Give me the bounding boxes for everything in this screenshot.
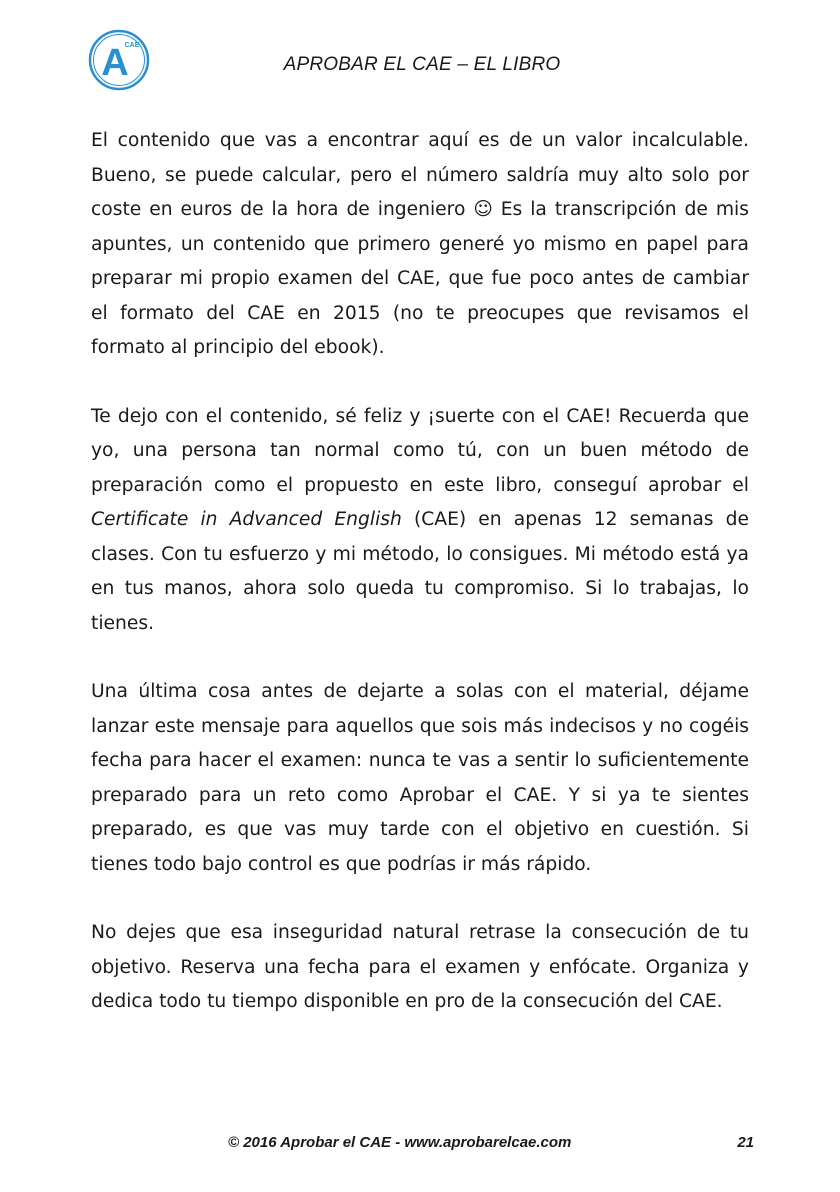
footer-copyright: © 2016 Aprobar el CAE - www.aprobarelcae.com	[228, 1134, 572, 1151]
logo-letter: A	[101, 42, 129, 84]
logo-badge: CAE	[124, 42, 140, 49]
body-text	[91, 124, 749, 1054]
smiley-icon: ☺	[473, 199, 493, 220]
paragraph-4: No dejes que esa inseguridad natural retrase la consecución de tu objetivo. Reserva una fecha para el examen y enfócate. Organiza y dedica todo tu tiempo disponible en pro de la consecución del CAE.	[91, 922, 749, 1012]
paragraph-3: Una última cosa antes de dejarte a solas con el material, déjame lanzar este mensaje para aquellos que sois más indecisos y no cogéis fecha para hacer el examen: nunca te vas a sentir lo suficientemente preparado para un reto como Aprobar el CAE. Y si ya te sientes preparado, es que vas muy tarde con el objetivo en cuestión. Si tienes todo bajo control es que podrías ir más rápido.	[91, 681, 749, 875]
paragraph-1: El contenido que vas a encontrar aquí es de un valor incalculable. Bueno, se puede calcular, pero el número saldría muy alto solo por coste en euros de la hora de ingeniero ☺ Es la transcripción de mis apuntes, un contenido que primero generé yo mismo en papel para preparar mi propio examen del CAE, que fue poco antes de cambiar el formato del CAE en 2015 (no te preocupes que revisamos el formato al principio del ebook).	[91, 130, 749, 358]
running-header-title: APROBAR EL CAE – EL LIBRO	[283, 54, 561, 75]
paragraph-2: Te dejo con el contenido, sé feliz y ¡suerte con el CAE! Recuerda que yo, una persona tan normal como tú, con un buen método de preparación como el propuesto en este libro, conseguí aprobar el Certificate in Advanced English (CAE) en apenas 12 semanas de clases. Con tu esfuerzo y mi método, lo consigues. Mi método está ya en tus manos, ahora solo queda tu compromiso. Si lo trabajas, lo tienes.	[91, 405, 749, 634]
book-title-italic: Certificate in Advanced English	[91, 509, 402, 530]
page-number: 21	[737, 1134, 754, 1151]
